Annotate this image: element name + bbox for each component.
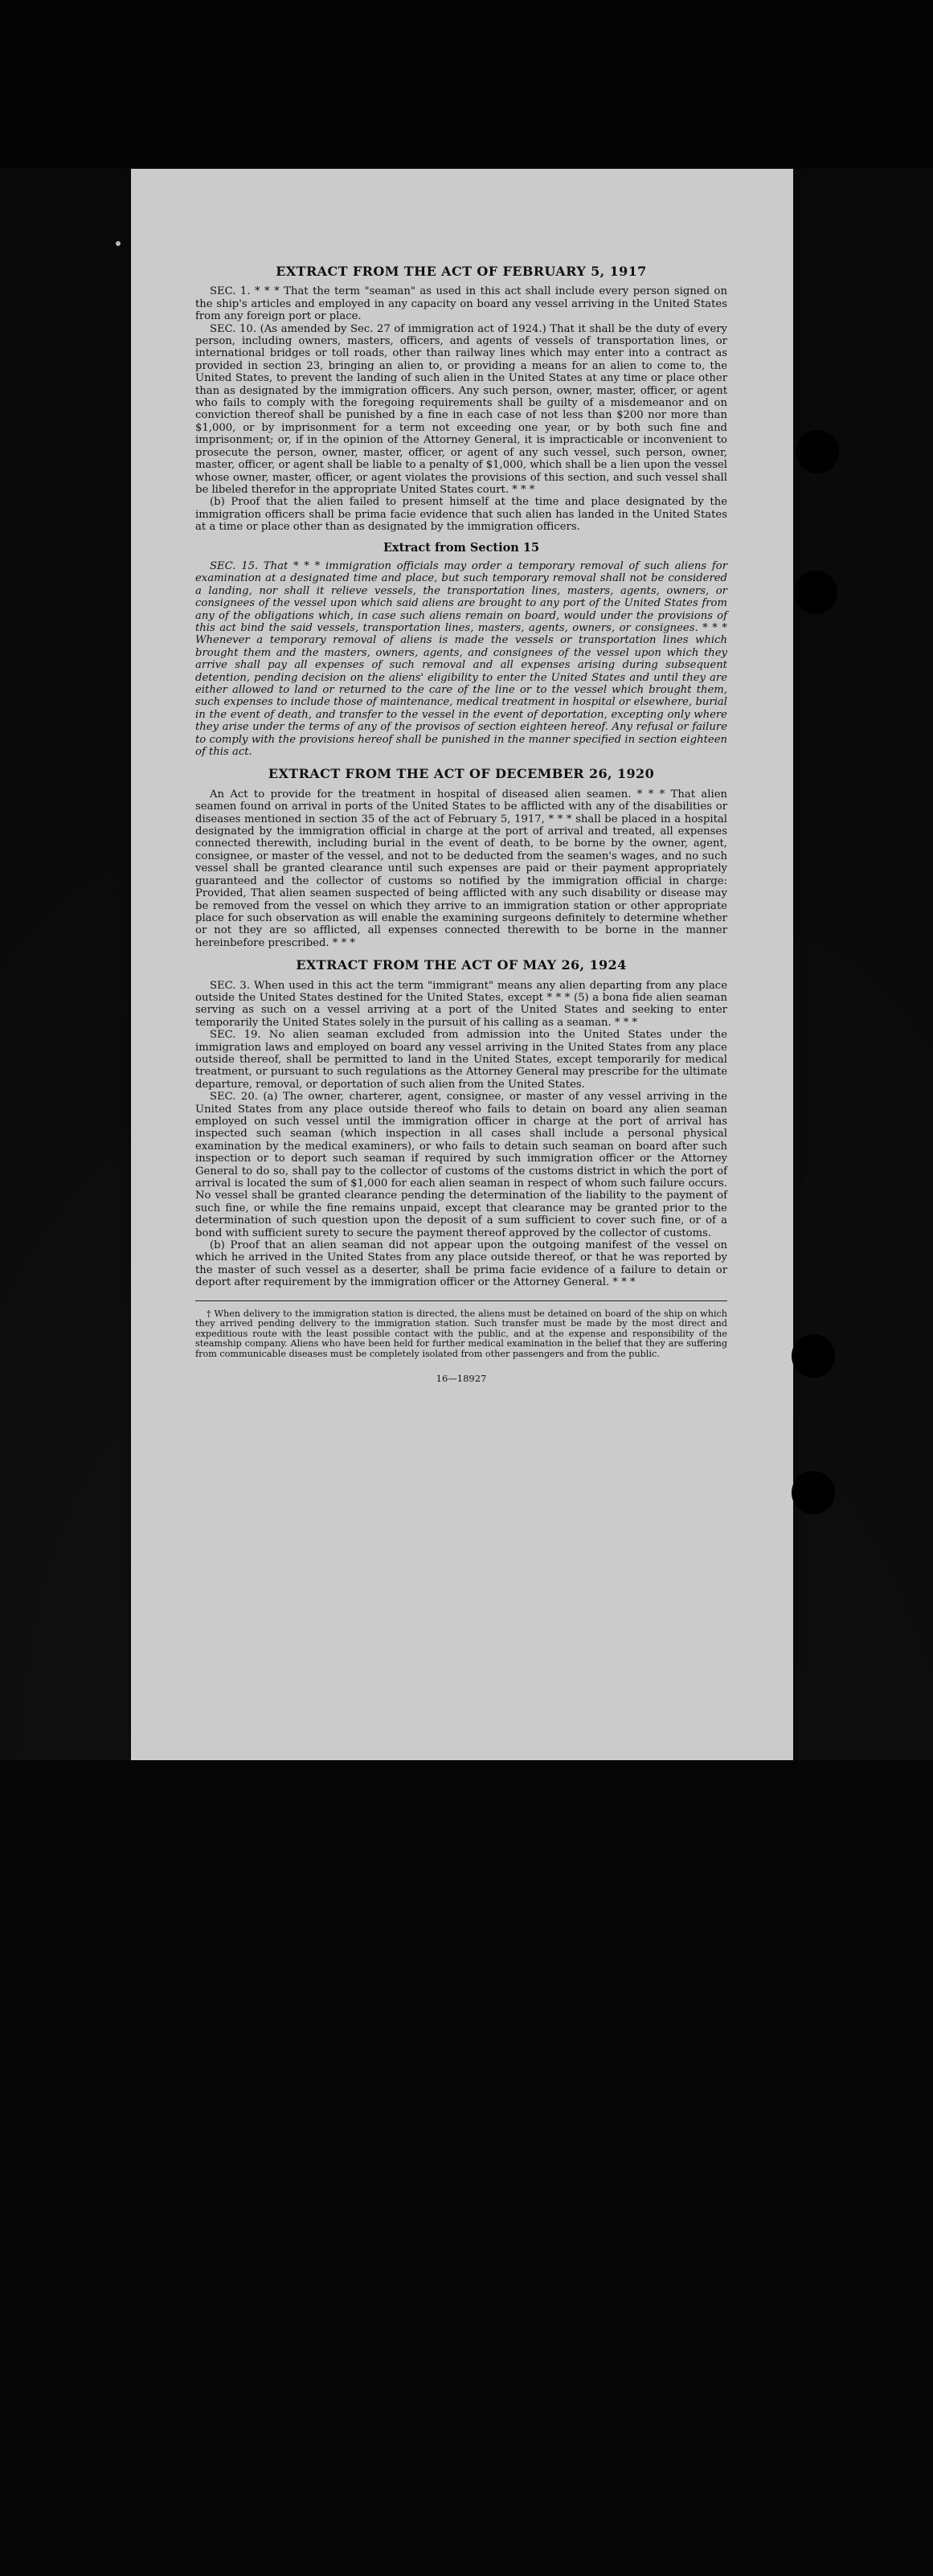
microfilm-top-edge [0,0,933,169]
paragraph-sec-20-b: (b) Proof that an alien seaman did not appear upon the outgoing manifest of the vessel on which he arrived in the United States from any place outside thereof, or that he was reported by the master of such vessel as a deserter, shall be prima facie evidence of a failure to detain or deport after requirement by the immigration officer or the Attorney General. * * * [195,1239,727,1289]
paragraph-sec-1: SEC. 1. * * * That the term "seaman" as used in this act shall include every person signed on the ship's articles and employed in any capacity on board any vessel arriving in the United States from any foreign port or place. [195,285,727,323]
form-number: 16—18927 [436,1372,487,1384]
subheading-section-15: Extract from Section 15 [383,540,540,555]
heading-act-1924: EXTRACT FROM THE ACT OF MAY 26, 1924 [296,957,627,973]
footnote-divider [195,1300,727,1301]
document-page [131,169,793,1760]
footnote: † When delivery to the immigration station is directed, the aliens must be detained on board of the ship on which they arrived pending delivery to the immigration station. Such transfer must be made by the most direct and expeditious route with the least possible contact with the public, and at the expense and responsibility of the steamship company. Aliens who have been held for further medical examination in the belief that they are suffering from communicable diseases must be completely isolated from other passengers and from the public. [195,1308,727,1360]
heading-act-1917: EXTRACT FROM THE ACT OF FEBRUARY 5, 1917 [276,264,647,279]
paragraph-act-1920: An Act to provide for the treatment in hospital of diseased alien seamen. * * * That alien seamen found on arrival in ports of the United States to be afflicted with any of the disabilities or diseases mentioned in section 35 of the act of February 5, 1917, * * * shall be placed in a hospital designated by the immigration official in charge at the port of arrival and treated, all expenses connected therewith, including burial in the event of death, to be borne by the owner, agent, consignee, or master of the vessel, and not to be deducted from the seamen's wages, and no such vessel shall be granted clearance until such expenses are paid or their payment appropriately guaranteed and the collector of customs so notified by the immigration official in charge: Provided, That alien seamen suspected of being afflicted with any such disability or disease may be removed from the vessel on which they arrive to an immigration station or other appropriate place for such observation as will enable the examining surgeons definitely to determine whether or not they are so afflicted, all expenses connected therewith to be borne in the manner hereinbefore prescribed. * * * [195,788,727,949]
paragraph-sec-10-b: (b) Proof that the alien failed to present himself at the time and place designated by the immigration officers shall be prima facie evidence that such alien has landed in the United States at a time or place other than as designated by the immigration officers. [195,496,727,534]
paragraph-sec-20-a: SEC. 20. (a) The owner, charterer, agent, consignee, or master of any vessel arriving in the United States from any place outside thereof who fails to detain on board any alien seaman employed on such vessel until the immigration officer in charge at the port of arrival has inspected such seaman (which inspection in all cases shall include a personal physical examination by the medical examiners), or who fails to detain such seaman on board after such inspection or to deport such seaman if required by such immigration officer or the Attorney General to do so, shall pay to the collector of customs of the customs district in which the port of arrival is located the sum of $1,000 for each alien seaman in respect of whom such failure occurs. No vessel shall be granted clearance pending the determination of the liability to the payment of such fine, or while the fine remains unpaid, except that clearance may be granted prior to the determination of such question upon the deposit of a sum sufficient to cover such fine, or of a bond with sufficient surety to secure the payment thereof approved by the collector of customs. [195,1091,727,1239]
paragraph-sec-15: SEC. 15. That * * * immigration officials may order a temporary removal of such aliens for examination at a designated time and place, but such temporary removal shall not be considered a landing, nor shall it relieve vessels, the transportation lines, masters, agents, owners, or consignees of the vessel upon which said aliens are brought to any port of the United States from any of the obligations which, in case such aliens remain on board, would under the provisions of this act bind the said vessels, transportation lines, masters, agents, owners, or consignees. * * * Whenever a temporary removal of aliens is made the vessels or transportation lines which brought them and the masters, owners, agents, and consignees of the vessel upon which they arrive shall pay all expenses of such removal and all expenses arising during subsequent detention, pending decision on the aliens' eligibility to enter the United States and until they are either allowed to land or returned to the care of the line or to the vessel which brought them, such expenses to include those of maintenance, medical treatment in hospital or elsewhere, burial in the event of death, and transfer to the vessel in the event of deportation, excepting only where they arise under the terms of any of the provisos of section eighteen hereof. Any refusal or failure to comply with the provisions hereof shall be punished in the manner specified in section eighteen of this act. [195,559,727,759]
paragraph-sec-19: SEC. 19. No alien seaman excluded from admission into the United States under the immigration laws and employed on board any vessel arriving in the United States from any place outside thereof, shall be permitted to land in the United States, except temporarily for medical treatment, or pursuant to such regulations as the Attorney General may prescribe for the ultimate departure, removal, or deportation of such alien from the United States. [195,1029,727,1091]
document-body [195,265,727,1385]
paragraph-sec-3: SEC. 3. When used in this act the term "immigrant" means any alien departing from any place outside the United States destined for the United States, except * * * (5) a bona fide alien seaman serving as such on a vessel arriving at a port of the United States and seeking to enter temporarily the United States solely in the pursuit of his calling as a seaman. * * * [195,979,727,1029]
punch-hole [792,1471,835,1514]
punch-hole [796,430,839,473]
heading-act-1920: EXTRACT FROM THE ACT OF DECEMBER 26, 1920 [268,766,655,782]
microfilm-blank-area [0,1760,933,2576]
film-dust-speck [116,241,121,246]
paragraph-sec-10: SEC. 10. (As amended by Sec. 27 of immigration act of 1924.) That it shall be the duty of every person, including owners, masters, officers, and agents of vessels of transportation lines, or international bridges or toll roads, other than railway lines which may enter into a contract as provided in section 23, bringing an alien to, or providing a means for an alien to come to, the United States, to prevent the landing of such alien in the United States at any time or place other than as designated by the immigration officers. Any such person, owner, master, officer, or agent who fails to comply with the foregoing requirements shall be guilty of a misdemeanor and on conviction thereof shall be punished by a fine in each case of not less than $200 nor more than $1,000, or by imprisonment for a term not exceeding one year, or by both such fine and imprisonment; or, if in the opinion of the Attorney General, it is impracticable or inconvenient to prosecute the person, owner, master, officer, or agent of any such vessel, such person, owner, master, officer, or agent shall be liable to a penalty of $1,000, which shall be a lien upon the vessel whose owner, master, officer, or agent violates the provisions of this section, and such vessel shall be libeled therefor in the appropriate United States court. * * * [195,322,727,496]
punch-hole [792,1334,835,1378]
punch-hole [794,571,837,614]
